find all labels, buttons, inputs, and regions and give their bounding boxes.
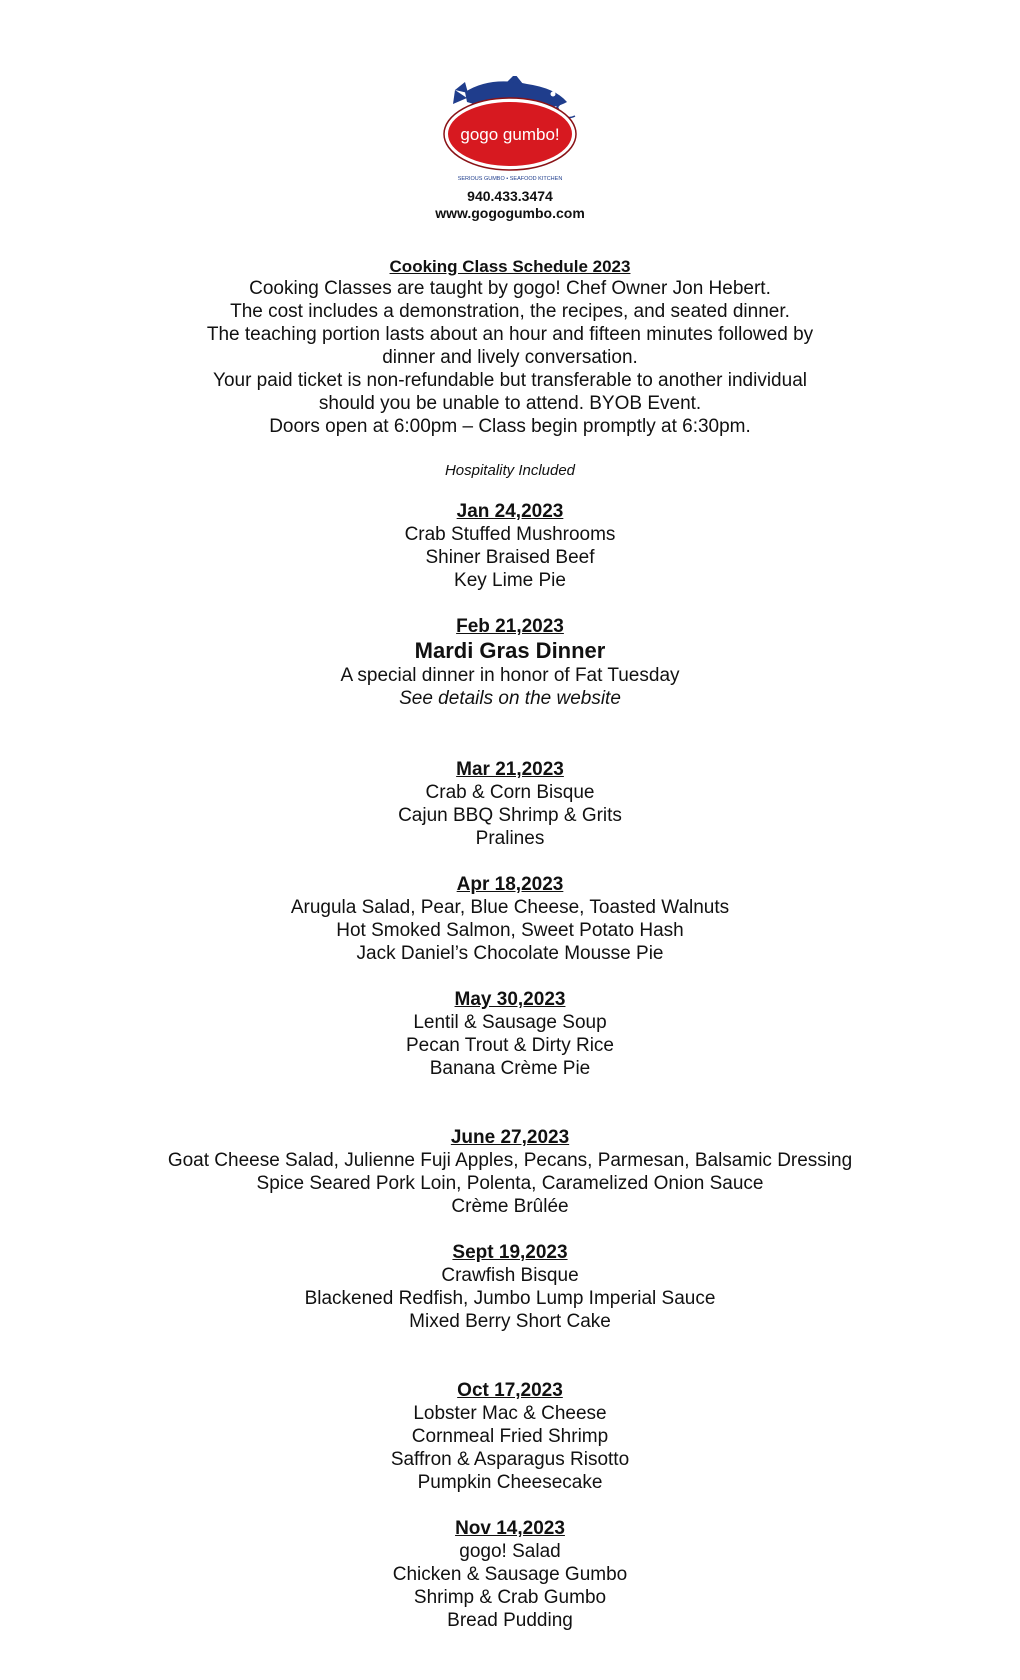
menu-item: Spice Seared Pork Loin, Polenta, Caramelized Onion Sauce [256,1173,764,1194]
intro-line: The teaching portion lasts about an hour and fifteen minutes followed by [206,324,814,345]
event-date: June 27,2023 [450,1127,570,1148]
event-feb [0,615,1020,710]
gogo-gumbo-logo [0,76,1020,184]
phone-number: 940.433.3474 [467,188,553,204]
intro-block [0,256,1020,438]
menu-item: Pralines [475,828,545,849]
event-note: See details on the website [399,688,621,709]
menu-item: Shiner Braised Beef [425,547,595,568]
event-nov [0,1517,1020,1632]
event-date: Mar 21,2023 [456,759,564,780]
menu-item: Goat Cheese Salad, Julienne Fuji Apples, Pecans, Parmesan, Balsamic Dressing [167,1150,853,1171]
menu-item: Jack Daniel’s Chocolate Mousse Pie [356,943,664,964]
menu-item: Shrimp & Crab Gumbo [413,1587,607,1608]
intro-line: Cooking Classes are taught by gogo! Chef Owner Jon Hebert. [249,278,771,299]
website-url[interactable]: www.gogogumbo.com [435,205,585,221]
svg-text:SERIOUS GUMBO • SEAFOOD KITCHE: SERIOUS GUMBO • SEAFOOD KITCHEN [457,176,563,182]
catfish-logo-icon [435,76,585,184]
menu-item: Hot Smoked Salmon, Sweet Potato Hash [336,920,684,941]
menu-item: Banana Crème Pie [429,1058,591,1079]
event-mar [0,758,1020,850]
menu-item: Chicken & Sausage Gumbo [392,1564,628,1585]
menu-item: Crawfish Bisque [441,1265,579,1286]
event-apr [0,873,1020,965]
event-date: Apr 18,2023 [456,874,564,895]
menu-item: gogo! Salad [459,1541,561,1562]
event-may [0,988,1020,1080]
hospitality-note: Hospitality Included [444,462,576,479]
menu-item: Cornmeal Fried Shrimp [411,1426,609,1447]
event-date: May 30,2023 [454,989,566,1010]
event-title: Mardi Gras Dinner [414,638,606,663]
event-date: Jan 24,2023 [456,501,564,522]
svg-text:gogo gumbo!: gogo gumbo! [460,125,560,144]
menu-item: A special dinner in honor of Fat Tuesday [340,665,680,686]
menu-item: Blackened Redfish, Jumbo Lump Imperial Sauce [304,1288,716,1309]
menu-item: Crème Brûlée [451,1196,569,1217]
menu-item: Cajun BBQ Shrimp & Grits [398,805,622,826]
intro-line: Doors open at 6:00pm – Class begin promptly at 6:30pm. [269,416,751,437]
menu-item: Saffron & Asparagus Risotto [390,1449,630,1470]
menu-item: Key Lime Pie [454,570,566,591]
menu-item: Mixed Berry Short Cake [409,1311,611,1332]
event-sept [0,1241,1020,1333]
menu-item: Crab & Corn Bisque [425,782,595,803]
event-date: Feb 21,2023 [456,616,564,637]
event-date: Nov 14,2023 [455,1518,565,1539]
menu-item: Crab Stuffed Mushrooms [404,524,616,545]
intro-line: Your paid ticket is non-refundable but transferable to another individual [213,370,807,391]
menu-item: Pecan Trout & Dirty Rice [405,1035,615,1056]
event-oct [0,1379,1020,1494]
menu-item: Pumpkin Cheesecake [417,1472,603,1493]
intro-line: should you be unable to attend. BYOB Event. [318,393,702,414]
event-date: Sept 19,2023 [452,1242,568,1263]
menu-item: Lentil & Sausage Soup [413,1012,607,1033]
intro-line: The cost includes a demonstration, the recipes, and seated dinner. [230,301,790,322]
event-june [0,1126,1020,1218]
menu-item: Arugula Salad, Pear, Blue Cheese, Toasted Walnuts [290,897,730,918]
schedule-heading: Cooking Class Schedule 2023 [389,257,631,276]
menu-item: Lobster Mac & Cheese [413,1403,607,1424]
intro-line: dinner and lively conversation. [382,347,638,368]
event-jan [0,500,1020,592]
event-date: Oct 17,2023 [457,1380,563,1401]
menu-item: Bread Pudding [447,1610,573,1631]
